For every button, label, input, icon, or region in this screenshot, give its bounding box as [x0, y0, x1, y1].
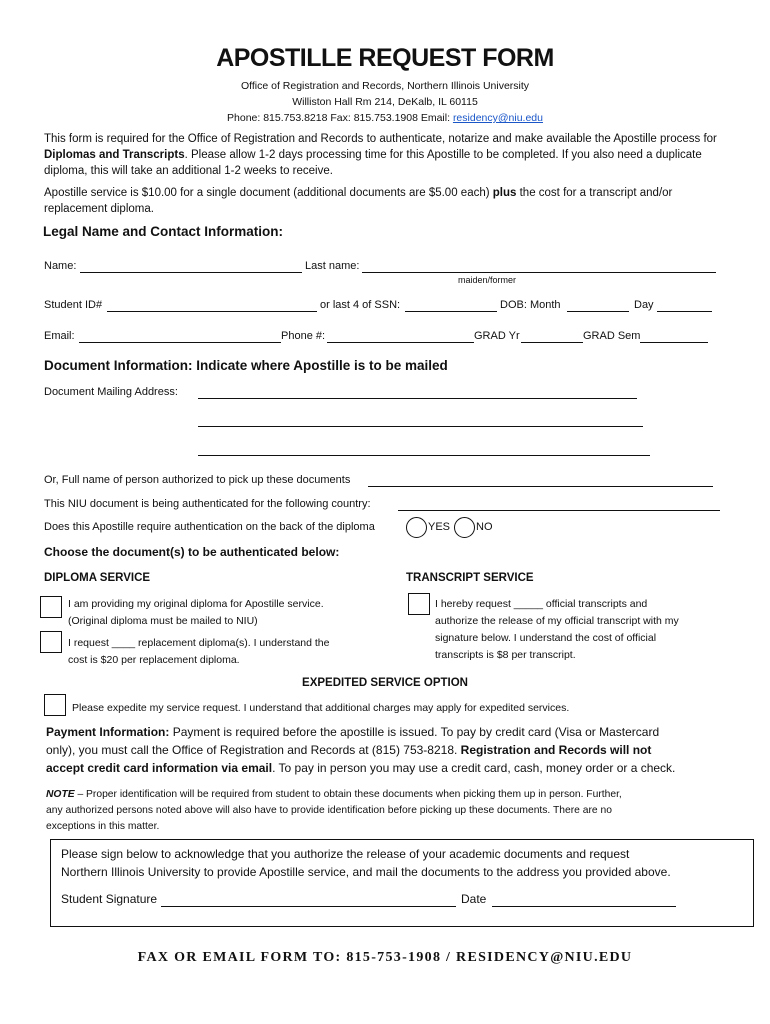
note-paragraph [46, 787, 622, 835]
no-radio[interactable] [454, 517, 475, 538]
back-auth-label: Does this Apostille require authentication on the back of the diploma [44, 521, 375, 533]
phone-label: Phone #: [281, 330, 326, 342]
maiden-label: maiden/former [458, 275, 517, 285]
ssn-label: or last 4 of SSN: [320, 299, 401, 311]
last-name-label: Last name: [305, 260, 360, 272]
expedited-heading: EXPEDITED SERVICE OPTION [302, 677, 468, 689]
note-line-1-rest: – Proper identification will be required from student to obtain these documents when picking them up in person. Further, [74, 789, 622, 800]
grad-yr-field[interactable] [521, 342, 583, 343]
transcript-line-3: signature below. I understand the cost of official [435, 632, 657, 644]
office-address: Williston Hall Rm 214, DeKalb, IL 60115 [292, 96, 478, 108]
transcript-line-1: I hereby request _____ official transcripts and [435, 598, 648, 610]
mailing-address-line-3[interactable] [198, 455, 650, 456]
email-label: Email: [44, 330, 75, 342]
signature-line-2: Northern Illinois University to provide Apostille service, and mail the documents to the address you provided above. [61, 865, 671, 879]
dob-day-field[interactable] [657, 311, 712, 312]
country-field[interactable] [398, 510, 720, 511]
intro-line-2 [44, 147, 717, 163]
payment-line-2 [46, 741, 675, 759]
dob-month-field[interactable] [567, 311, 629, 312]
replacement-diploma-text [68, 635, 330, 669]
replacement-diploma-checkbox[interactable] [40, 631, 62, 653]
pickup-label: Or, Full name of person authorized to pick up these documents [44, 474, 351, 486]
page-title: APOSTILLE REQUEST FORM [216, 44, 554, 72]
note-line-2: any authorized persons noted above will also have to provide identification before picking up these documents. There are no [46, 805, 612, 816]
student-id-field[interactable] [107, 311, 317, 312]
dob-day-label: Day [634, 299, 654, 311]
signature-label: Student Signature [61, 892, 158, 906]
signature-line-1: Please sign below to acknowledge that you authorize the release of your academic documents and request [61, 847, 630, 861]
yes-radio[interactable] [406, 517, 427, 538]
grad-sem-label: GRAD Sem [583, 330, 641, 342]
grad-sem-field[interactable] [640, 342, 708, 343]
transcript-checkbox[interactable] [408, 593, 430, 615]
email-link[interactable]: residency@niu.edu [452, 112, 543, 124]
mailing-address-line-2[interactable] [198, 426, 643, 427]
fee-line-2: replacement diploma. [44, 203, 154, 215]
note-line-3: exceptions in this matter. [46, 821, 160, 832]
legal-heading: Legal Name and Contact Information: [43, 224, 284, 239]
replacement-diploma-line-1: I request ____ replacement diploma(s). I understand the [68, 637, 330, 649]
payment-line-3-bold: accept credit card information via email [46, 761, 273, 775]
date-label: Date [461, 892, 487, 906]
yes-label: YES [428, 521, 451, 533]
office-phone-fax: Phone: 815.753.8218 Fax: 815.753.1908 Email: [227, 112, 453, 124]
note-label: NOTE [46, 789, 75, 800]
payment-line-2-text: only), you must call the Office of Registration and Records at (815) 753-8218. [46, 743, 461, 757]
office-name: Office of Registration and Records, Northern Illinois University [240, 80, 530, 92]
grad-yr-label: GRAD Yr [474, 330, 520, 342]
office-contact [0, 112, 770, 124]
intro-line-3: diploma, this will take an additional 1-2 weeks to receive. [44, 165, 333, 177]
transcript-heading: TRANSCRIPT SERVICE [406, 572, 534, 584]
intro-paragraph [44, 131, 717, 179]
expedite-text: Please expedite my service request. I understand that additional charges may apply for expedited services. [72, 702, 570, 714]
last-name-field[interactable] [362, 272, 716, 273]
signature-statement [61, 845, 671, 881]
document-heading: Document Information: Indicate where Apostille is to be mailed [44, 358, 448, 373]
original-diploma-checkbox[interactable] [40, 596, 62, 618]
dob-month-label: DOB: Month [500, 299, 561, 311]
fee-plus: plus [492, 187, 517, 199]
payment-paragraph [46, 723, 675, 777]
mailing-address-label: Document Mailing Address: [44, 386, 178, 398]
note-line-1 [46, 787, 622, 803]
transcript-line-4: transcripts is $8 per transcript. [435, 649, 576, 661]
no-label: NO [476, 521, 493, 533]
payment-line-3 [46, 759, 675, 777]
phone-field[interactable] [327, 342, 474, 343]
payment-line-2-bold: Registration and Records will not [460, 743, 652, 757]
signature-field[interactable] [161, 906, 456, 907]
original-diploma-line-1: I am providing my original diploma for Apostille service. [68, 598, 324, 610]
payment-line-1 [46, 723, 675, 741]
expedite-checkbox[interactable] [44, 694, 66, 716]
student-id-label: Student ID# [44, 299, 103, 311]
ssn-field[interactable] [405, 311, 497, 312]
transcript-text [435, 596, 679, 664]
fee-text-post: the cost for a transcript and/or [516, 187, 673, 199]
choose-heading: Choose the document(s) to be authenticated below: [44, 545, 340, 559]
mailing-address-line-1[interactable] [198, 398, 637, 399]
email-field[interactable] [79, 342, 281, 343]
intro-line-2-rest: . Please allow 1-2 days processing time for this Apostille to be completed. If you also need a duplicate [184, 149, 702, 161]
fax-email-footer: FAX OR EMAIL FORM TO: 815-753-1908 / RESIDENCY@NIU.EDU [137, 950, 633, 965]
name-field[interactable] [80, 272, 302, 273]
original-diploma-line-2: (Original diploma must be mailed to NIU) [68, 615, 258, 627]
name-label: Name: [44, 260, 77, 272]
fee-text: Apostille service is $10.00 for a single document (additional documents are $5.00 each) [44, 187, 493, 199]
intro-bold-diplomas: Diplomas and Transcripts [44, 149, 185, 161]
payment-label: Payment Information: [46, 725, 170, 739]
fee-paragraph [44, 185, 672, 217]
fee-line-1 [44, 185, 672, 201]
country-label: This NIU document is being authenticated for the following country: [44, 498, 371, 510]
transcript-line-2: authorize the release of my official transcript with my [435, 615, 679, 627]
payment-line-3-rest: . To pay in person you may use a credit card, cash, money order or a check. [272, 761, 676, 775]
diploma-heading: DIPLOMA SERVICE [44, 572, 151, 584]
payment-line-1-rest: Payment is required before the apostille is issued. To pay by credit card (Visa or Mastercard [169, 725, 660, 739]
original-diploma-text [68, 596, 324, 630]
pickup-name-field[interactable] [368, 486, 713, 487]
date-field[interactable] [492, 906, 676, 907]
replacement-diploma-line-2: cost is $20 per replacement diploma. [68, 654, 240, 666]
intro-line-1: This form is required for the Office of Registration and Records to authenticate, notarize and make available the Apostille process for [44, 133, 717, 145]
